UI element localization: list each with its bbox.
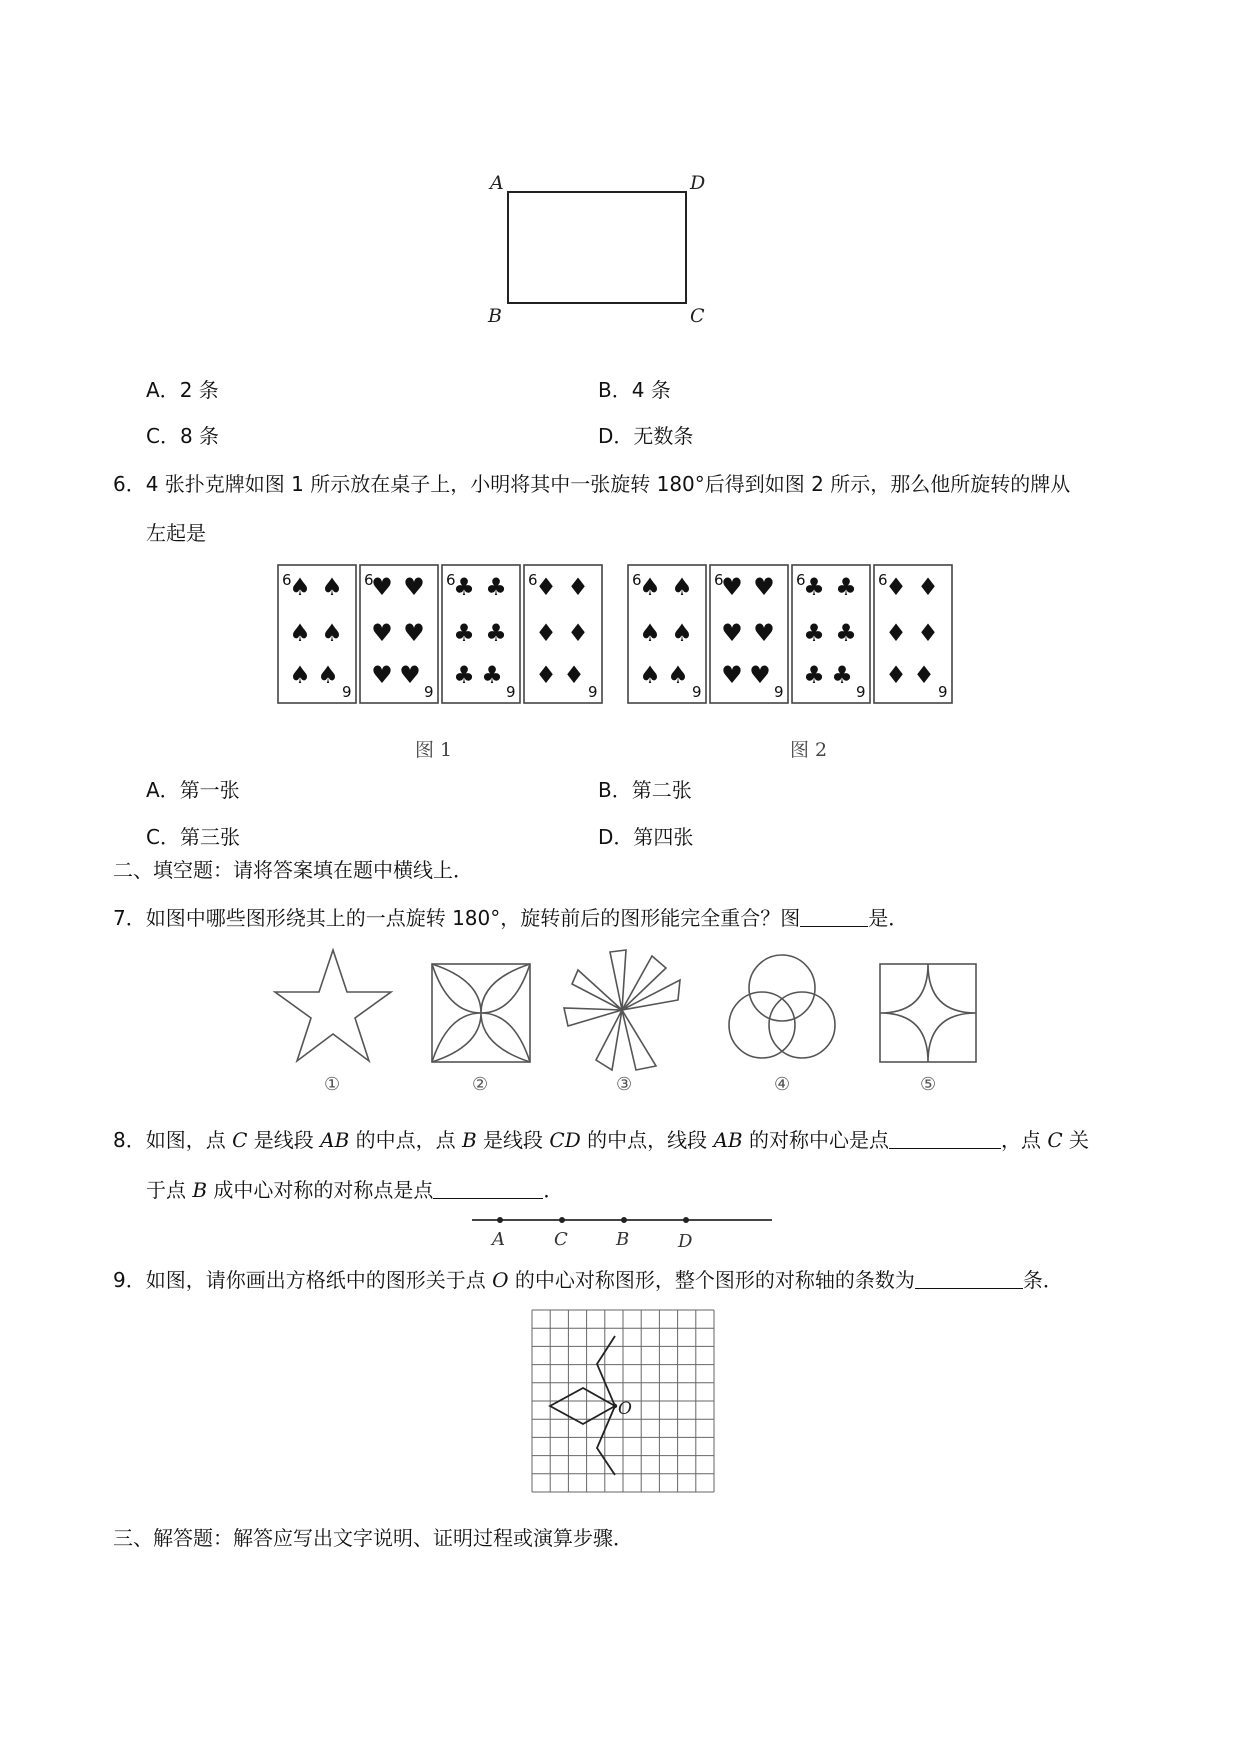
fig2-card-1 [628,565,706,703]
card-pip: ♣ [453,619,475,647]
fig2-card-4 [874,565,952,703]
card-pip: ♣ [835,619,857,647]
point-d-dot [683,1217,689,1223]
q6-option-d[interactable] [598,825,693,849]
option-letter: C． [146,424,180,448]
option-letter: D． [598,424,634,448]
card-pip: ♥ [403,573,425,601]
fig2-card-2 [710,565,788,703]
q7-shapes-figure [272,950,992,1100]
card-rank-top: 6 [878,571,888,589]
card-pip: ♠ [289,661,311,689]
fig1-card-2 [360,565,438,703]
point-c-label: C [554,1229,568,1250]
point-b-ref: B [461,1128,477,1152]
q6-stem-line1: 6．4 张扑克牌如图 1 所示放在桌子上，小明将其中一张旋转 180°后得到如图 2 所示，那么他所旋转的牌从 [113,472,1071,496]
fig1-card-4 [524,565,602,703]
q8-text: 的对称中心是点 [742,1128,889,1152]
q9-text: 9．如图，请你画出方格纸中的图形关于点 [113,1268,493,1292]
q6-option-c[interactable] [146,825,240,849]
fig1-card-1 [278,565,356,703]
card-rank-bottom: 9 [774,683,784,701]
q7-stem [113,906,908,930]
card-pip: ♥ [753,619,775,647]
option-text: 第三张 [179,825,240,849]
q8-text: 的中点，点 [349,1128,462,1152]
shape-label-2: ② [472,1074,489,1095]
shape-label-1: ① [324,1074,341,1095]
card-pip: ♣ [831,661,853,689]
q8-text: 成中心对称的对称点是点 [207,1178,434,1202]
card-rank-top: 6 [796,571,806,589]
card-pip: ♠ [639,661,661,689]
card-pip: ♥ [721,619,743,647]
card-pip: ♦ [567,573,589,601]
card-pip: ♣ [485,573,507,601]
rectangle-abcd-figure [480,165,740,335]
q5-option-b[interactable] [598,378,671,402]
q6-option-b[interactable] [598,778,692,802]
option-text: 4 条 [631,378,671,402]
q8-text: 于点 [146,1178,193,1202]
pinwheel-shape [564,950,680,1070]
card-pip: ♣ [803,661,825,689]
card-rank-bottom: 9 [938,683,948,701]
q8-answer-blank-1[interactable] [889,1128,1001,1149]
option-letter: C． [146,825,180,849]
card-rank-bottom: 9 [424,683,434,701]
q7-answer-blank[interactable] [800,906,868,927]
card-pip: ♦ [917,619,939,647]
segment-ab-ref: AB [320,1128,350,1152]
card-pip: ♠ [667,661,689,689]
q8-text: ，点 [1000,1128,1048,1152]
card-pip: ♦ [567,619,589,647]
option-letter: A． [146,778,180,802]
card-rank-top: 6 [528,571,538,589]
card-pip: ♣ [803,619,825,647]
point-o-dot [613,1404,617,1408]
option-text: 第一张 [179,778,240,802]
card-pip: ♠ [671,619,693,647]
section-2-heading: 二、填空题：请将答案填在题中横线上． [113,858,473,882]
card-pip: ♠ [317,661,339,689]
card-pip: ♣ [453,573,475,601]
option-text: 第四张 [633,825,694,849]
card-rank-bottom: 9 [342,683,352,701]
q5-option-a[interactable] [146,378,219,402]
card-pip: ♥ [399,661,421,689]
card-pip: ♠ [639,619,661,647]
point-o-ref: O [492,1268,509,1292]
label-d: D [690,172,706,194]
q8-stem-line1 [113,1128,1089,1152]
card-pip: ♦ [885,573,907,601]
option-text: 8 条 [179,424,220,448]
card-rank-bottom: 9 [856,683,866,701]
section-3-heading: 三、解答题：解答应写出文字说明、证明过程或演算步骤． [113,1526,633,1550]
card-rank-top: 6 [714,571,724,589]
card-rank-top: 6 [632,571,642,589]
q8-text: 8．如图，点 [113,1128,233,1152]
card-rank-top: 6 [364,571,374,589]
q8-text: 是线段 [476,1128,550,1152]
q8-stem-line2 [146,1178,563,1202]
point-b-ref: B [192,1178,208,1202]
card-rank-bottom: 9 [588,683,598,701]
playing-cards-figure [278,565,978,705]
shape-label-5: ⑤ [920,1074,937,1095]
q9-answer-blank[interactable] [915,1268,1023,1289]
point-o-label: O [618,1399,632,1419]
card-pip: ♥ [371,619,393,647]
card-pip: ♣ [481,661,503,689]
point-c-dot [559,1217,565,1223]
card-pip: ♠ [289,573,311,601]
option-text: 无数条 [633,424,694,448]
card-pip: ♥ [403,619,425,647]
card-pip: ♥ [371,661,393,689]
star-shape [275,950,391,1061]
card-pip: ♠ [289,619,311,647]
card-pip: ♠ [321,619,343,647]
q8-text: 关 [1062,1128,1089,1152]
card-pip: ♦ [535,573,557,601]
q8-line-figure [472,1212,772,1262]
point-a-dot [497,1217,503,1223]
option-letter: B． [598,778,632,802]
card-pip: ♥ [749,661,771,689]
option-letter: A． [146,378,180,402]
point-d-label: D [678,1231,693,1252]
square-concave-star-shape [880,964,976,1062]
option-letter: B． [598,378,632,402]
point-c-ref: C [232,1128,248,1152]
card-pip: ♠ [321,573,343,601]
point-b-label: B [616,1229,630,1250]
q7-text-before: 7．如图中哪些图形绕其上的一点旋转 180°，旋转前后的图形能完全重合？图 [113,906,801,930]
shape-label-3: ③ [616,1074,633,1095]
q8-text: 是线段 [247,1128,321,1152]
card-pip: ♦ [913,661,935,689]
figure-1-caption: 图 1 [415,739,453,761]
card-pip: ♣ [803,573,825,601]
card-pip: ♣ [835,573,857,601]
q9-stem [113,1268,1063,1292]
q9-text: 条． [1022,1268,1063,1292]
card-pip: ♥ [753,573,775,601]
option-text: 第二张 [631,778,692,802]
card-rank-bottom: 9 [692,683,702,701]
card-rank-top: 6 [446,571,456,589]
q8-answer-blank-2[interactable] [433,1178,543,1199]
label-a: A [490,172,504,194]
card-pip: ♣ [485,619,507,647]
figure-2-caption: 图 2 [790,739,828,761]
card-pip: ♥ [721,661,743,689]
q5-option-d[interactable] [598,424,693,448]
card-rank-bottom: 9 [506,683,516,701]
three-circles-shape [729,955,835,1058]
q8-text: ． [543,1178,564,1202]
segment-cd-ref: CD [549,1128,581,1152]
square-petals-shape [432,964,530,1062]
card-pip: ♠ [639,573,661,601]
fig2-card-3 [792,565,870,703]
point-c-ref: C [1047,1128,1063,1152]
card-pip: ♣ [453,661,475,689]
card-pip: ♦ [885,661,907,689]
fig1-card-3 [442,565,520,703]
q8-text: 的中点，线段 [580,1128,714,1152]
label-c: C [690,305,705,327]
card-pip: ♥ [371,573,393,601]
option-text: 2 条 [179,378,219,402]
card-pip: ♦ [535,619,557,647]
q5-option-c[interactable] [146,424,219,448]
card-pip: ♦ [563,661,585,689]
card-pip: ♦ [885,619,907,647]
segment-ab-ref: AB [713,1128,743,1152]
card-pip: ♠ [671,573,693,601]
q9-text: 的中心对称图形，整个图形的对称轴的条数为 [508,1268,915,1292]
label-b: B [488,305,502,327]
card-rank-top: 6 [282,571,292,589]
q9-grid-figure [532,1310,722,1500]
q7-text-after: 是． [868,906,909,930]
card-pip: ♦ [535,661,557,689]
point-a-label: A [492,1229,505,1250]
shape-label-4: ④ [774,1074,791,1095]
option-letter: D． [598,825,634,849]
q6-option-a[interactable] [146,778,240,802]
q6-stem-line2: 左起是 [146,521,206,545]
point-b-dot [621,1217,627,1223]
card-pip: ♦ [917,573,939,601]
card-pip: ♥ [721,573,743,601]
